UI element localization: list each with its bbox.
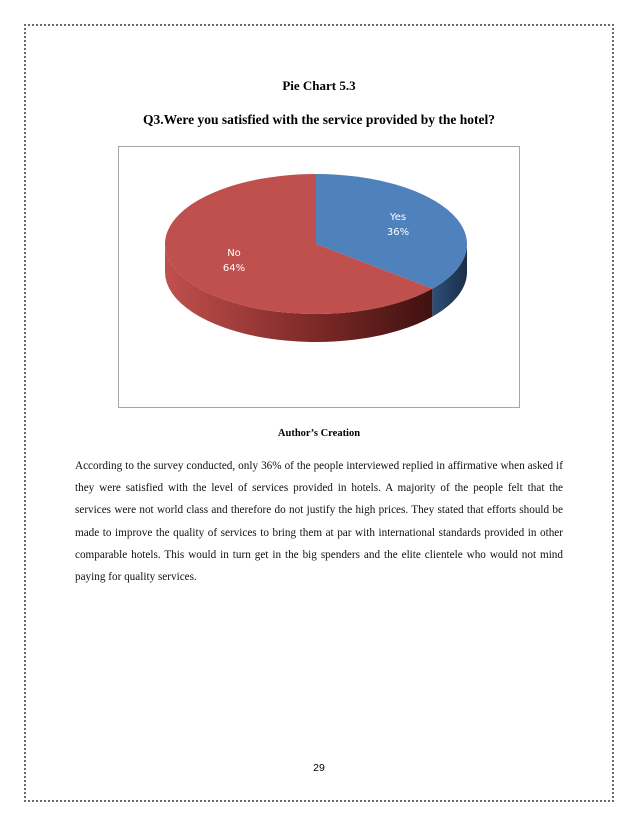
body-paragraph: According to the survey conducted, only 36% of the people interviewed replied in affirmative when asked if they were satisfied with the level of services provided in hotels. A majority of the people felt that the services were not world class and therefore do not justify the high prices. They stated that efforts should be made to improve the quality of services to bring them at par with international standards provided in other comparable hotels. This would in turn get in the big spenders and the elite clientele who would not mind paying for quality services. [75,460,563,584]
survey-question: Q3.Were you satisfied with the service provided by the hotel? [143,112,495,127]
slice-label-yes: Yes [389,212,407,224]
chart-caption: Author’s Creation [277,428,361,439]
pie-chart [119,147,519,407]
page-number: 29 [313,762,325,774]
slice-label-no: No [227,247,241,259]
chart-title: Pie Chart 5.3 [282,78,356,93]
pie-chart-frame [118,146,520,408]
slice-value-no: 64% [222,262,246,274]
slice-value-yes: 36% [386,227,410,239]
page-border [24,24,614,802]
